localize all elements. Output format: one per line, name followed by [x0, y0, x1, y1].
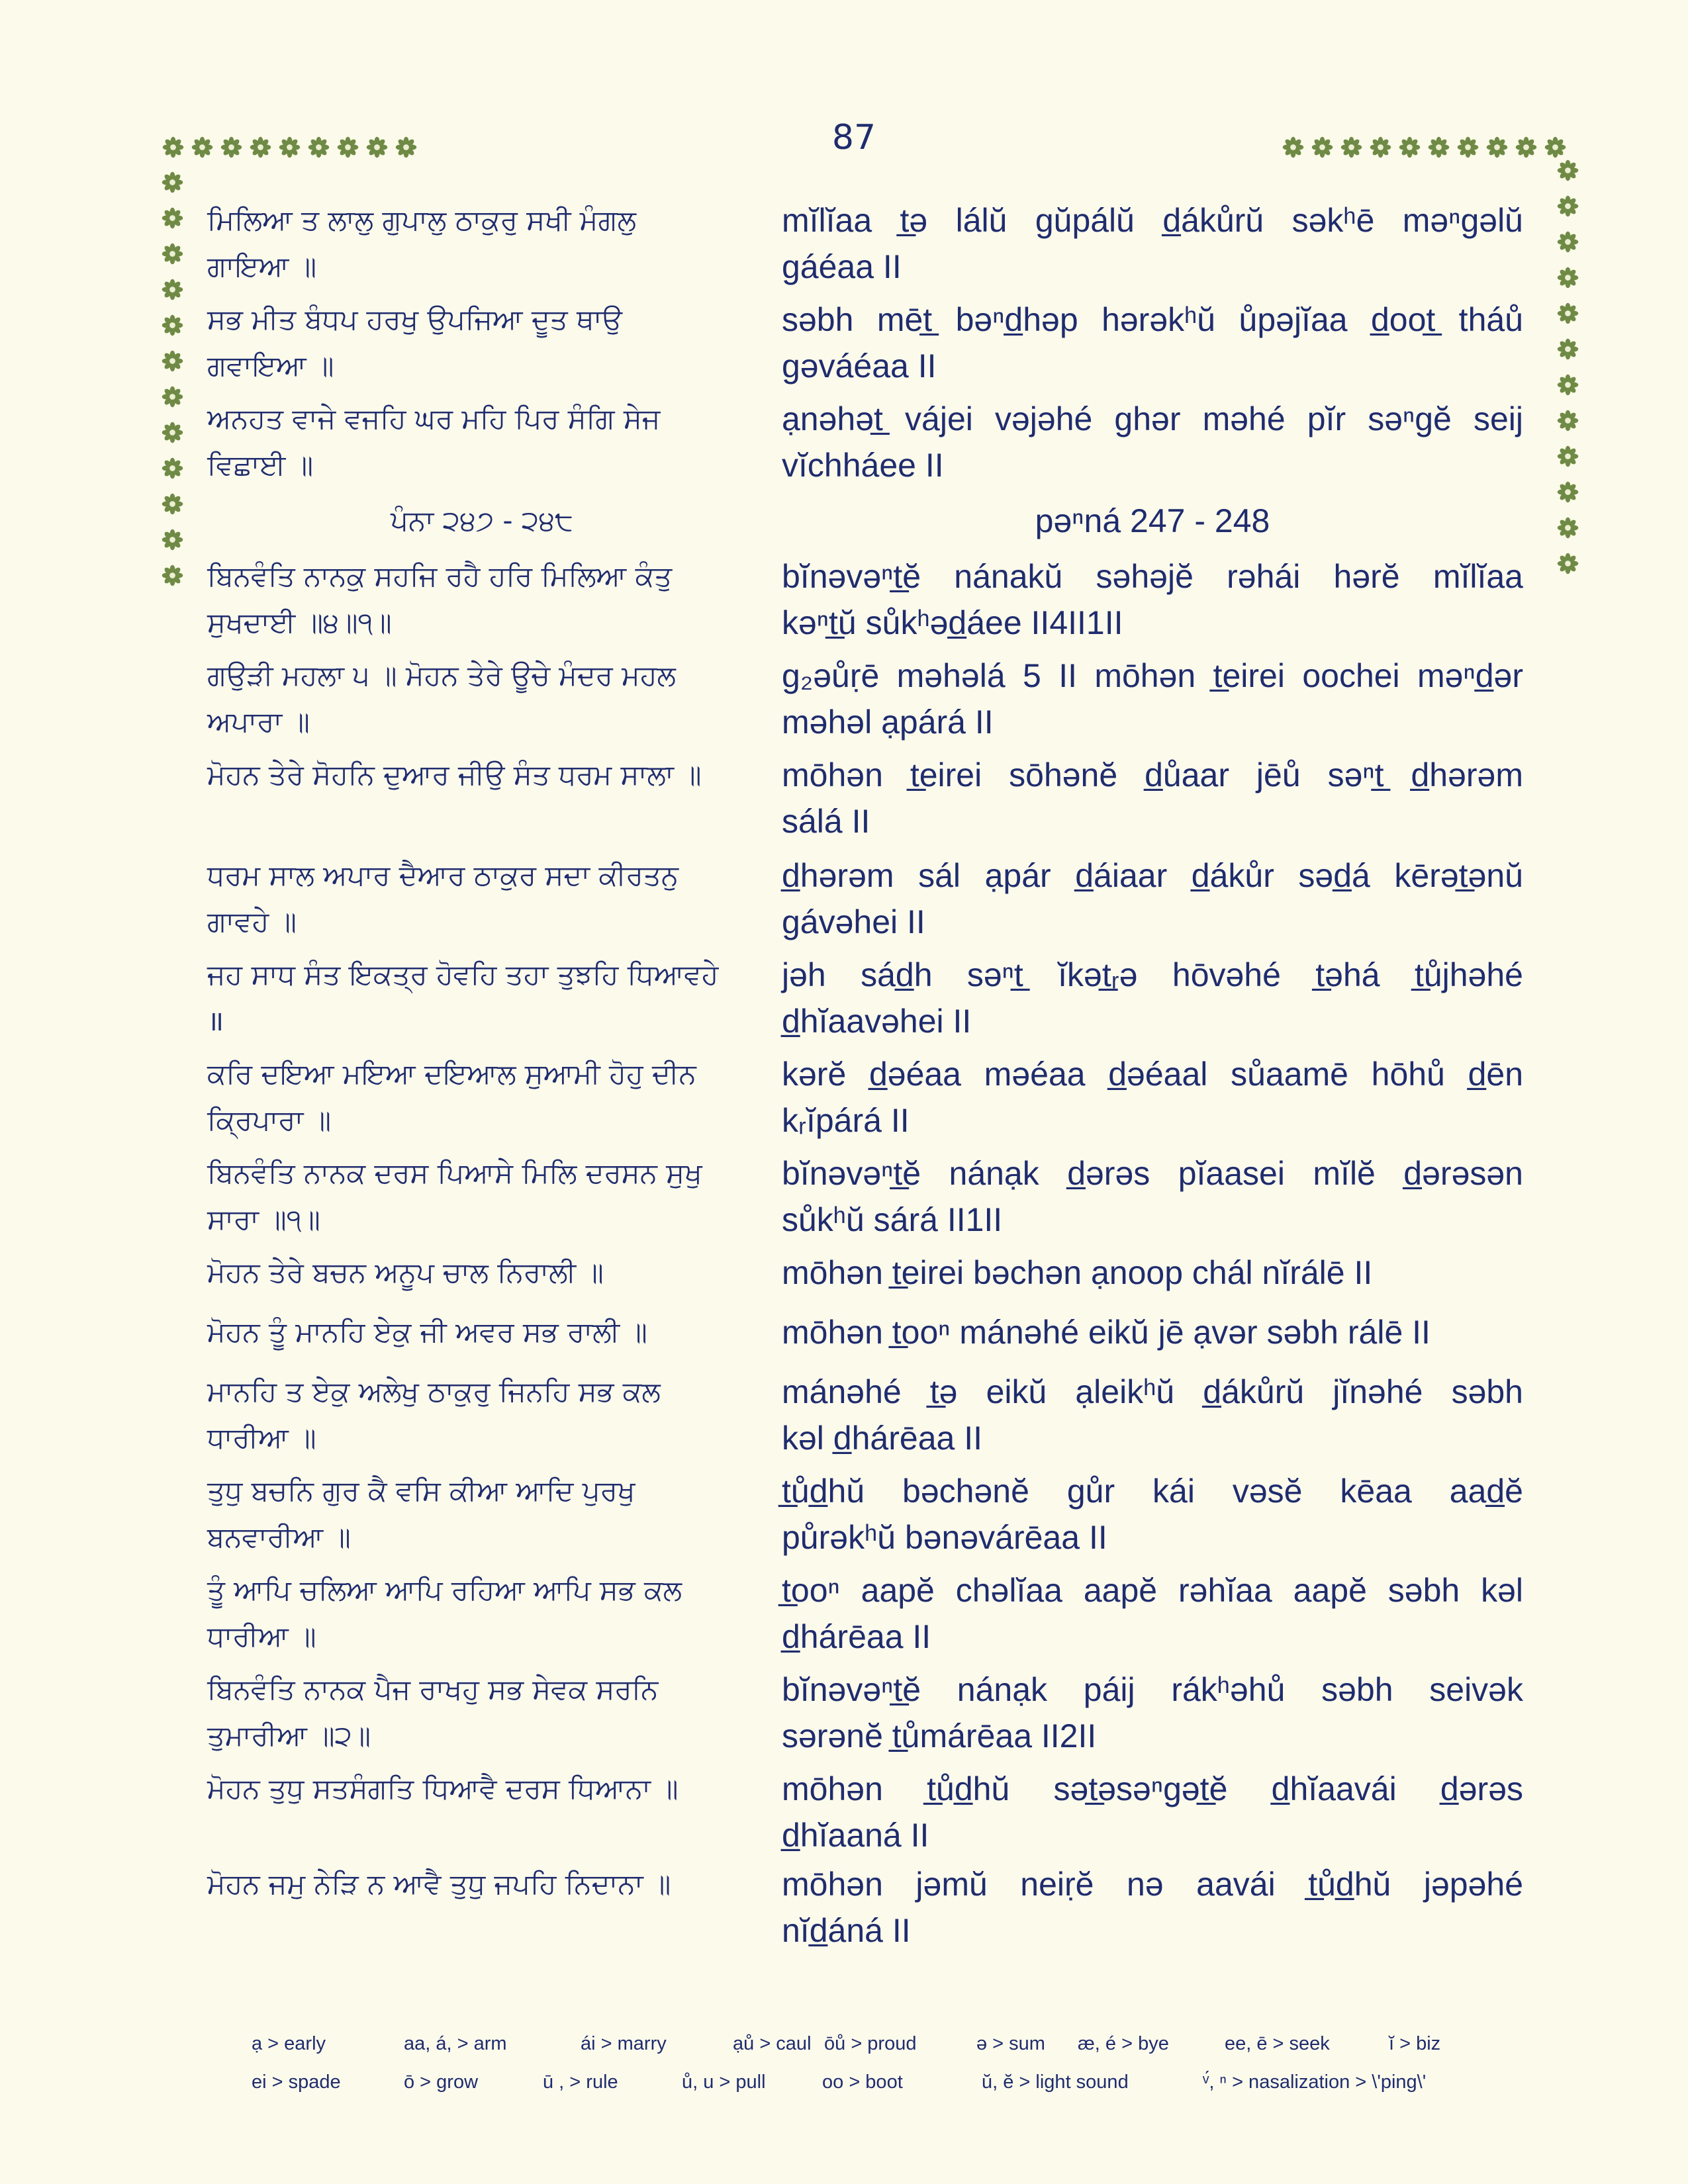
- legend-item: ee, ē > seek: [1225, 2033, 1330, 2054]
- flower-icon: [1427, 136, 1450, 159]
- transliteration-verse: [782, 1309, 1523, 1355]
- transliteration-line: sərənĕ t̲ůmárēaa II2II: [782, 1717, 1097, 1754]
- transliteration-verse: [782, 852, 1523, 945]
- transliteration-verse: [782, 952, 1523, 1044]
- gurmukhi-line: ਗਵਾਇਆ ॥: [207, 349, 334, 382]
- flower-icon: [162, 136, 185, 159]
- gurmukhi-verse: [207, 1861, 757, 1907]
- gurmukhi-verse: [207, 1666, 757, 1759]
- transliteration-line: sůkʰŭ sárá II1II: [782, 1201, 1003, 1238]
- gurmukhi-line: ॥: [207, 1005, 224, 1037]
- gurmukhi-line: ਗਾਇਆ ॥: [207, 250, 317, 283]
- transliteration-line: gəváéaa II: [782, 347, 937, 385]
- legend-row: [252, 2071, 1509, 2098]
- transliteration-verse: [782, 1567, 1523, 1660]
- transliteration-line: bĭnəvəⁿt̲ĕ nánạk d̲ərəs pĭaasei mĭlĕ d̲ərəsən: [782, 1155, 1523, 1192]
- flower-icon: [161, 278, 184, 301]
- legend-item: ō > grow: [404, 2071, 479, 2093]
- flower-icon: [307, 136, 330, 159]
- flower-icon: [161, 171, 184, 194]
- transliteration-verse: [782, 1766, 1523, 1858]
- flower-icon: [161, 242, 184, 265]
- page-number: 87: [831, 118, 876, 158]
- flower-icon: [1456, 136, 1479, 159]
- gurmukhi-line: ਗਾਵਹੇ ॥: [207, 905, 297, 938]
- legend-item: ĭ > biz: [1389, 2033, 1441, 2054]
- flower-icon: [1556, 373, 1579, 396]
- gurmukhi-line: ਧਾਰੀਆ ॥: [207, 1422, 316, 1454]
- gurmukhi-line: ਗਉੜੀ ਮਹਲਾ ੫ ॥ ਮੋਹਨ ਤੇਰੇ ਊਚੇ ਮੰਦਰ ਮਹਲ: [207, 659, 676, 692]
- transliteration-verse: [782, 1150, 1523, 1243]
- transliteration-line: d̲hĭaavəhei II: [782, 1003, 972, 1040]
- transliteration-line: vĭchháee II: [782, 447, 944, 484]
- flower-icon: [1556, 552, 1579, 575]
- flower-icon: [1544, 136, 1567, 159]
- gurmukhi-line: ਕ੍ਰਿਪਾਰਾ ॥: [207, 1104, 332, 1136]
- legend-item: ái > marry: [581, 2033, 667, 2054]
- legend-item: ạů > caul: [733, 2033, 812, 2054]
- flower-icon: [1556, 302, 1579, 325]
- legend-item: ei > spade: [252, 2071, 341, 2093]
- flower-icon: [1556, 409, 1579, 432]
- transliteration-line: mōhən t̲eirei sōhənĕ d̲ůaar jēů səⁿt̲ d̲hərəm: [782, 756, 1523, 794]
- transliteration-verse: [782, 1250, 1523, 1296]
- gurmukhi-verse: [207, 197, 757, 290]
- transliteration-line: ạnəhət̲ vájei vəjəhé ghər məhé pĭr səⁿgĕ seij: [782, 400, 1523, 437]
- transliteration-line: səbh mēt̲ bəⁿd̲həp hərəkʰŭ ůpəjĭaa d̲oot̲ tháů: [782, 301, 1523, 338]
- flower-icon: [1485, 136, 1509, 159]
- gurmukhi-line: ਬਿਨਵੰਤਿ ਨਾਨਕ ਦਰਸ ਪਿਆਸੇ ਮਿਲਿ ਦਰਸਨ ਸੁਖੁ: [207, 1157, 702, 1189]
- gurmukhi-line: ਕਰਿ ਦਇਆ ਮਇਆ ਦਇਆਲ ਸੁਆਮੀ ਹੋਹੁ ਦੀਨ: [207, 1058, 696, 1090]
- transliteration-line: mánəhé t̲ə eikŭ ạleikʰŭ d̲ákůrŭ jĭnəhé səbh: [782, 1373, 1523, 1410]
- legend-item: ōů > proud: [824, 2033, 917, 2054]
- gurmukhi-line: ਤੂੰ ਆਪਿ ਚਲਿਆ ਆਪਿ ਰਹਿਆ ਆਪਿ ਸਭ ਕਲ: [207, 1574, 682, 1606]
- legend-item: aa, á, > arm: [404, 2033, 507, 2054]
- gurmukhi-verse: [207, 396, 757, 488]
- transliteration-verse: [782, 1666, 1523, 1759]
- flower-icon: [1556, 230, 1579, 253]
- legend-item: ə > sum: [976, 2033, 1045, 2054]
- flower-icon: [161, 206, 184, 230]
- transliteration-verse: [782, 752, 1523, 844]
- transliteration-line: t̲ooⁿ aapĕ chəlĭaa aapĕ rəhĭaa aapĕ səbh kəl: [782, 1572, 1523, 1609]
- gurmukhi-line: ਮੋਹਨ ਤੁਧੁ ਸਤਸੰਗਤਿ ਧਿਆਵੈ ਦਰਸ ਧਿਆਨਾ ॥: [207, 1772, 679, 1805]
- gurmukhi-line: ਅਨਹਤ ਵਾਜੇ ਵਜਹਿ ਘਰ ਮਹਿ ਪਿਰ ਸੰਗਿ ਸੇਜ: [207, 402, 661, 435]
- transliteration-line: kərĕ d̲əéaa məéaa d̲əéaal sůaamē hōhů d̲ēn: [782, 1056, 1523, 1093]
- gurmukhi-verse: [207, 1250, 757, 1296]
- gurmukhi-line: ਮੋਹਨ ਤੇਰੇ ਸੋਹਨਿ ਦੁਆਰ ਜੀਉ ਸੰਤ ਧਰਮ ਸਾਲਾ ॥: [207, 758, 702, 791]
- transliteration-line: gáéaa II: [782, 248, 902, 285]
- right-ornament-column: [1553, 159, 1582, 575]
- transliteration-verse: [782, 1861, 1523, 1954]
- transliteration-line: d̲hárēaa II: [782, 1618, 931, 1655]
- flower-icon: [161, 564, 184, 587]
- flower-icon: [1556, 338, 1579, 361]
- gurmukhi-line: ਤੁਧੁ ਬਚਨਿ ਗੁਰ ਕੈ ਵਸਿ ਕੀਆ ਆਦਿ ਪੁਰਖੁ: [207, 1475, 635, 1507]
- transliteration-line: d̲hərəm sál ạpár d̲áiaar d̲ákůr səd̲á kērət̲ənŭ: [782, 857, 1523, 894]
- transliteration-line: bĭnəvəⁿt̲ĕ nánakŭ səhəjĕ rəhái hərĕ mĭlĭaa: [782, 558, 1523, 595]
- legend-item: ạ > early: [252, 2033, 326, 2054]
- flower-icon: [161, 457, 184, 480]
- flower-icon: [278, 136, 301, 159]
- flower-icon: [1556, 195, 1579, 218]
- transliteration-line: sálá II: [782, 803, 870, 840]
- page-range-gurmukhi: [207, 498, 757, 544]
- transliteration-line: jəh sád̲h səⁿt̲ ĭkət̲ᵣə hōvəhé t̲əhá t̲ůjhəhé: [782, 956, 1523, 993]
- left-ornament-column: [158, 171, 187, 587]
- flower-icon: [249, 136, 272, 159]
- transliteration-line: kəl d̲hárēaa II: [782, 1420, 982, 1457]
- transliteration-verse: [782, 653, 1523, 745]
- legend-item: ᵛ́, ⁿ > nasalization > \'ping\': [1203, 2071, 1427, 2093]
- transliteration-line: g₂əůṛē məhəlá 5 II mōhən t̲eirei oochei məⁿd̲ər: [782, 657, 1523, 694]
- flower-icon: [161, 492, 184, 516]
- flower-icon: [191, 136, 214, 159]
- transliteration-verse: [782, 197, 1523, 290]
- gurmukhi-line: ਮੋਹਨ ਜਮੁ ਨੇੜਿ ਨ ਆਵੈ ਤੁਧੁ ਜਪਹਿ ਨਿਦਾਨਾ ॥: [207, 1868, 671, 1900]
- gurmukhi-verse: [207, 1150, 757, 1243]
- top-right-ornament-row: [1282, 130, 1567, 163]
- transliteration-line: mōhən jəmŭ neiṛĕ nə aavái t̲ůd̲hŭ jəpəhé: [782, 1866, 1523, 1903]
- gurmukhi-line: ਬਨਵਾਰੀਆ ॥: [207, 1521, 351, 1553]
- gurmukhi-verse: [207, 852, 757, 945]
- flower-icon: [161, 314, 184, 337]
- gurmukhi-line: ਮੋਹਨ ਤੇਰੇ ਬਚਨ ਅਨੂਪ ਚਾਲ ਨਿਰਾਲੀ ॥: [207, 1256, 604, 1289]
- gurmukhi-line: ਜਹ ਸਾਧ ਸੰਤ ਇਕਤ੍ਰ ਹੋਵਹਿ ਤਹਾ ਤੁਝਹਿ ਧਿਆਵਹੇ: [207, 958, 719, 991]
- gurmukhi-verse: [207, 1051, 757, 1144]
- transliteration-verse: [782, 553, 1523, 646]
- legend-item: ū , > rule: [543, 2071, 618, 2093]
- transliteration-verse: [782, 1468, 1523, 1561]
- gurmukhi-verse: [207, 1766, 757, 1812]
- transliteration-line: mōhən t̲eirei bəchən ạnoop chál nĭrálē II: [782, 1254, 1373, 1291]
- gurmukhi-line: ਤੁਮਾਰੀਆ ॥੨॥: [207, 1719, 371, 1752]
- gurmukhi-verse: [207, 1309, 757, 1355]
- gurmukhi-verse: [207, 1567, 757, 1660]
- gurmukhi-verse: [207, 952, 757, 1044]
- flower-icon: [161, 385, 184, 408]
- gurmukhi-line: ਪੰਨਾ ੨੪੭ - ੨੪੮: [390, 504, 574, 537]
- transliteration-line: kᵣĭpárá II: [782, 1102, 910, 1139]
- legend-item: ů, u > pull: [682, 2071, 766, 2093]
- gurmukhi-line: ਵਿਛਾਈ ॥: [207, 449, 314, 481]
- legend-item: oo > boot: [822, 2071, 903, 2093]
- transliteration-line: məhəl ạpárá II: [782, 704, 994, 741]
- flower-icon: [161, 421, 184, 444]
- flower-icon: [220, 136, 243, 159]
- transliteration-line: mōhən t̲ooⁿ mánəhé eikŭ jē ạvər səbh rálē II: [782, 1314, 1430, 1351]
- legend-row: [252, 2033, 1509, 2060]
- flower-icon: [1369, 136, 1392, 159]
- transliteration-line: t̲ůd̲hŭ bəchənĕ gůr kái vəsĕ kēaa aad̲ĕ: [782, 1473, 1523, 1510]
- flower-icon: [161, 349, 184, 373]
- flower-icon: [336, 136, 359, 159]
- flower-icon: [1282, 136, 1305, 159]
- gurmukhi-line: ਧਾਰੀਆ ॥: [207, 1620, 316, 1653]
- gurmukhi-line: ਬਿਨਵੰਤਿ ਨਾਨਕ ਪੈਜ ਰਾਖਹੁ ਸਭ ਸੇਵਕ ਸਰਨਿ: [207, 1673, 659, 1706]
- page-range-transliteration: [782, 498, 1523, 544]
- transliteration-line: pəⁿná 247 - 248: [1035, 502, 1270, 539]
- gurmukhi-verse: [207, 752, 757, 798]
- legend-item: ŭ, ĕ > light sound: [982, 2071, 1129, 2093]
- flower-icon: [395, 136, 418, 159]
- gurmukhi-line: ਅਪਾਰਾ ॥: [207, 705, 310, 738]
- transliteration-verse: [782, 1369, 1523, 1461]
- gurmukhi-line: ਬਿਨਵੰਤਿ ਨਾਨਕੁ ਸਹਜਿ ਰਹੈ ਹਰਿ ਮਿਲਿਆ ਕੰਤੁ: [207, 560, 673, 592]
- flower-icon: [1556, 516, 1579, 539]
- gurmukhi-line: ਧਰਮ ਸਾਲ ਅਪਾਰ ਦੈਆਰ ਠਾਕੁਰ ਸਦਾ ਕੀਰਤਨੁ: [207, 859, 679, 891]
- transliteration-line: bĭnəvəⁿt̲ĕ nánạk páij rákʰəhů səbh seivək: [782, 1671, 1523, 1708]
- gurmukhi-line: ਮਾਨਹਿ ਤ ਏਕੁ ਅਲੇਖੁ ਠਾਕੁਰੁ ਜਿਨਹਿ ਸਭ ਕਲ: [207, 1375, 661, 1408]
- flower-icon: [1556, 480, 1579, 504]
- flower-icon: [161, 528, 184, 551]
- transliteration-line: půrəkʰŭ bənəvárēaa II: [782, 1519, 1107, 1556]
- transliteration-verse: [782, 1051, 1523, 1144]
- flower-icon: [1556, 266, 1579, 289]
- transliteration-line: kəⁿt̲ŭ sůkʰəd̲áee II4II1II: [782, 604, 1123, 641]
- transliteration-line: gávəhei II: [782, 903, 925, 940]
- gurmukhi-line: ਮੋਹਨ ਤੂੰ ਮਾਨਹਿ ਏਕੁ ਜੀ ਅਵਰ ਸਭ ਰਾਲੀ ॥: [207, 1316, 647, 1348]
- gurmukhi-verse: [207, 553, 757, 646]
- flower-icon: [365, 136, 389, 159]
- flower-icon: [1556, 159, 1579, 182]
- transliteration-verse: [782, 296, 1523, 389]
- gurmukhi-verse: [207, 1468, 757, 1561]
- flower-icon: [1556, 445, 1579, 468]
- flower-icon: [1311, 136, 1334, 159]
- transliteration-line: mĭlĭaa t̲ə lálŭ gŭpálŭ d̲ákůrŭ səkʰē məⁿgəlŭ: [782, 202, 1523, 239]
- legend-item: æ, é > bye: [1078, 2033, 1169, 2054]
- transliteration-line: d̲hĭaaná II: [782, 1817, 929, 1854]
- gurmukhi-line: ਸੁਖਦਾਈ ॥੪॥੧॥: [207, 606, 392, 639]
- transliteration-verse: [782, 396, 1523, 488]
- gurmukhi-line: ਮਿਲਿਆ ਤ ਲਾਲੁ ਗੁਪਾਲੁ ਠਾਕੁਰੁ ਸਖੀ ਮੰਗਲੁ: [207, 204, 637, 236]
- gurmukhi-verse: [207, 653, 757, 745]
- gurmukhi-line: ਸਾਰਾ ॥੧॥: [207, 1203, 320, 1236]
- top-left-ornament-row: [162, 130, 418, 163]
- flower-icon: [1340, 136, 1363, 159]
- transliteration-line: nĭd̲áná II: [782, 1912, 911, 1949]
- gurmukhi-line: ਸਭ ਮੀਤ ਬੰਧਪ ਹਰਖੁ ਉਪਜਿਆ ਦੂਤ ਥਾਉ: [207, 303, 622, 336]
- gurmukhi-verse: [207, 1369, 757, 1461]
- flower-icon: [1398, 136, 1421, 159]
- flower-icon: [1515, 136, 1538, 159]
- transliteration-line: mōhən t̲ůd̲hŭ sət̲əsəⁿgət̲ĕ d̲hĭaavái d̲ərəs: [782, 1770, 1523, 1807]
- gurmukhi-verse: [207, 296, 757, 389]
